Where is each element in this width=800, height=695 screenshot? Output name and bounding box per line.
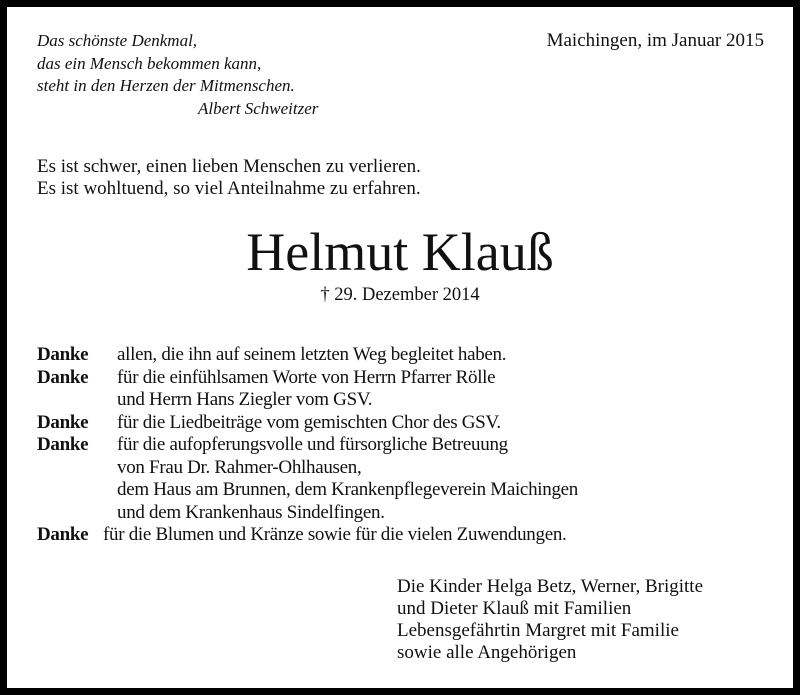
thanks-label: Danke	[37, 411, 89, 433]
thanks-line: dem Haus am Brunnen, dem Krankenpflegeverein Maichingen	[117, 479, 578, 500]
thanks-item	[37, 412, 578, 435]
thanks-block	[37, 344, 578, 547]
quote-line: das ein Mensch bekommen kann,	[37, 53, 262, 73]
thanks-line: und dem Krankenhaus Sindelfingen.	[117, 501, 385, 523]
place-date: Maichingen, im Januar 2015	[546, 30, 764, 51]
thanks-item	[37, 344, 578, 367]
thanks-label: Danke	[37, 524, 89, 545]
death-date: † 29. Dezember 2014	[320, 285, 480, 305]
deceased-name: Helmut Klauß	[246, 222, 554, 282]
intro-line: Es ist wohltuend, so viel Anteilnahme zu erfahren.	[37, 178, 421, 199]
thanks-line: von Frau Dr. Rahmer-Ohlhausen,	[117, 456, 362, 478]
thanks-label: Danke	[37, 366, 89, 388]
quote-author: Albert Schweitzer	[198, 98, 319, 118]
signature-line: sowie alle Angehörigen	[397, 642, 577, 663]
signature-block	[397, 576, 703, 664]
thanks-label: Danke	[37, 344, 89, 365]
signature-line: Lebensgefährtin Margret mit Familie	[397, 620, 679, 641]
intro-text	[37, 156, 421, 200]
quote-block	[37, 30, 318, 120]
thanks-line: und Herrn Hans Ziegler vom GSV.	[117, 389, 373, 410]
signature-line: Die Kinder Helga Betz, Werner, Brigitte	[397, 576, 704, 597]
thanks-line: für die einfühlsamen Worte von Herrn Pfarrer Rölle	[117, 366, 496, 388]
thanks-line: für die Blumen und Kränze sowie für die vielen Zuwendungen.	[103, 524, 567, 545]
thanks-item	[37, 524, 578, 547]
intro-line: Es ist schwer, einen lieben Menschen zu verlieren.	[37, 156, 421, 177]
thanks-line: für die aufopferungsvolle und fürsorgliche Betreuung	[117, 434, 508, 455]
quote-line: steht in den Herzen der Mitmenschen.	[37, 76, 295, 95]
thanks-line: für die Liedbeiträge vom gemischten Chor des GSV.	[117, 411, 501, 433]
thanks-item	[37, 367, 578, 412]
signature-line: und Dieter Klauß mit Familien	[397, 598, 632, 619]
thanks-line: allen, die ihn auf seinem letzten Weg begleitet haben.	[117, 344, 507, 365]
thanks-label: Danke	[37, 434, 89, 455]
thanks-item	[37, 434, 578, 524]
quote-line: Das schönste Denkmal,	[37, 31, 198, 50]
